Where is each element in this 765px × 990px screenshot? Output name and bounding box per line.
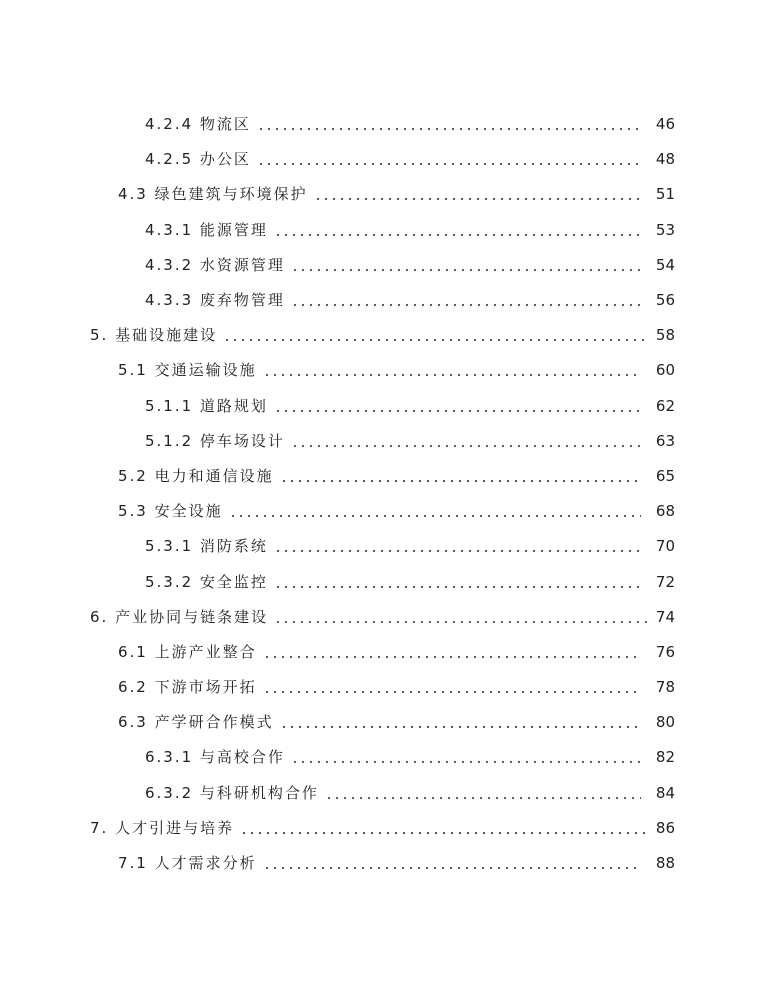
toc-page-number: 88 [655, 854, 675, 873]
toc-entry[interactable] [0, 529, 765, 564]
toc-dot-leader [257, 163, 641, 165]
toc-entry[interactable] [0, 600, 765, 635]
toc-page-number: 62 [655, 396, 675, 415]
toc-entry-title: 5.3 安全设施 [118, 502, 223, 521]
toc-dot-leader [291, 269, 641, 271]
toc-dot-leader [291, 445, 641, 447]
toc-page-number: 63 [655, 431, 675, 450]
toc-page-number: 46 [655, 115, 675, 134]
toc-entry-title: 6.3 产学研合作模式 [118, 713, 274, 732]
toc-dot-leader [274, 550, 641, 552]
toc-page-number: 72 [655, 572, 675, 591]
toc-entry[interactable] [0, 635, 765, 670]
toc-entry[interactable] [0, 564, 765, 599]
toc-page-number: 80 [655, 713, 675, 732]
toc-entry-title: 4.2.5 办公区 [145, 150, 251, 169]
toc-entry[interactable] [0, 494, 765, 529]
toc-page-number: 68 [655, 502, 675, 521]
toc-entry-title: 5.1 交通运输设施 [118, 361, 257, 380]
toc-entry-title: 4.2.4 物流区 [145, 115, 251, 134]
toc-page-number: 78 [655, 678, 675, 697]
toc-entry[interactable] [0, 353, 765, 388]
toc-page-number: 82 [655, 748, 675, 767]
toc-entry[interactable] [0, 177, 765, 212]
toc-entry-title: 5.1.2 停车场设计 [145, 431, 285, 450]
toc-entry-title: 5.3.2 安全监控 [145, 572, 268, 591]
toc-entry-title: 5.1.1 道路规划 [145, 396, 268, 415]
toc-entry-title: 6. 产业协同与链条建设 [90, 607, 269, 626]
toc-dot-leader [263, 867, 641, 869]
toc-page-number: 51 [655, 185, 675, 204]
toc-entry[interactable] [0, 107, 765, 142]
toc-dot-leader [240, 832, 649, 834]
toc-entry[interactable] [0, 318, 765, 353]
toc-entry-title: 7.1 人才需求分析 [118, 854, 257, 873]
toc-entry-title: 4.3 绿色建筑与环境保护 [118, 185, 308, 204]
toc-entry-title: 6.3.1 与高校合作 [145, 748, 285, 767]
toc-entry[interactable] [0, 670, 765, 705]
toc-entry[interactable] [0, 846, 765, 881]
toc-page-number: 54 [655, 255, 675, 274]
toc-entry[interactable] [0, 811, 765, 846]
toc-dot-leader [263, 656, 641, 658]
toc-dot-leader [274, 586, 641, 588]
toc-entry-title: 7. 人才引进与培养 [90, 818, 235, 837]
toc-page-number: 48 [655, 150, 675, 169]
toc-entry-title: 5.3.1 消防系统 [145, 537, 268, 556]
toc-entry-title: 6.1 上游产业整合 [118, 642, 257, 661]
toc-entry-title: 4.3.1 能源管理 [145, 220, 268, 239]
toc-entry-title: 6.2 下游市场开拓 [118, 678, 257, 697]
toc-dot-leader [274, 410, 641, 412]
toc-entry[interactable] [0, 705, 765, 740]
toc-entry-title: 6.3.2 与科研机构合作 [145, 783, 319, 802]
toc-entry[interactable] [0, 389, 765, 424]
toc-entry[interactable] [0, 740, 765, 775]
toc-dot-leader [263, 374, 641, 376]
toc-dot-leader [257, 128, 641, 130]
toc-entry-title: 4.3.2 水资源管理 [145, 255, 285, 274]
toc-page-number: 53 [655, 220, 675, 239]
toc-page-number: 70 [655, 537, 675, 556]
toc-page-number: 60 [655, 361, 675, 380]
toc-dot-leader [229, 515, 641, 517]
toc-dot-leader [280, 480, 641, 482]
toc-entry-title: 4.3.3 废弃物管理 [145, 291, 285, 310]
toc-page-number: 86 [655, 818, 675, 837]
toc-dot-leader [314, 198, 641, 200]
toc-entry-title: 5.2 电力和通信设施 [118, 466, 274, 485]
toc-dot-leader [280, 726, 641, 728]
toc-page-number: 58 [655, 326, 675, 345]
toc-entry[interactable] [0, 142, 765, 177]
toc-page-number: 74 [655, 607, 675, 626]
toc-dot-leader [274, 621, 649, 623]
toc-dot-leader [291, 761, 641, 763]
toc-entry-title: 5. 基础设施建设 [90, 326, 218, 345]
toc-page-number: 84 [655, 783, 675, 802]
toc-dot-leader [325, 797, 641, 799]
toc-entry[interactable] [0, 248, 765, 283]
toc-dot-leader [291, 304, 641, 306]
table-of-contents [0, 107, 765, 881]
toc-dot-leader [263, 691, 641, 693]
toc-page-number: 65 [655, 466, 675, 485]
toc-entry[interactable] [0, 213, 765, 248]
toc-entry[interactable] [0, 776, 765, 811]
toc-dot-leader [223, 339, 649, 341]
toc-entry[interactable] [0, 424, 765, 459]
toc-page-number: 76 [655, 642, 675, 661]
toc-dot-leader [274, 234, 641, 236]
toc-entry[interactable] [0, 459, 765, 494]
toc-entry[interactable] [0, 283, 765, 318]
toc-page-number: 56 [655, 291, 675, 310]
